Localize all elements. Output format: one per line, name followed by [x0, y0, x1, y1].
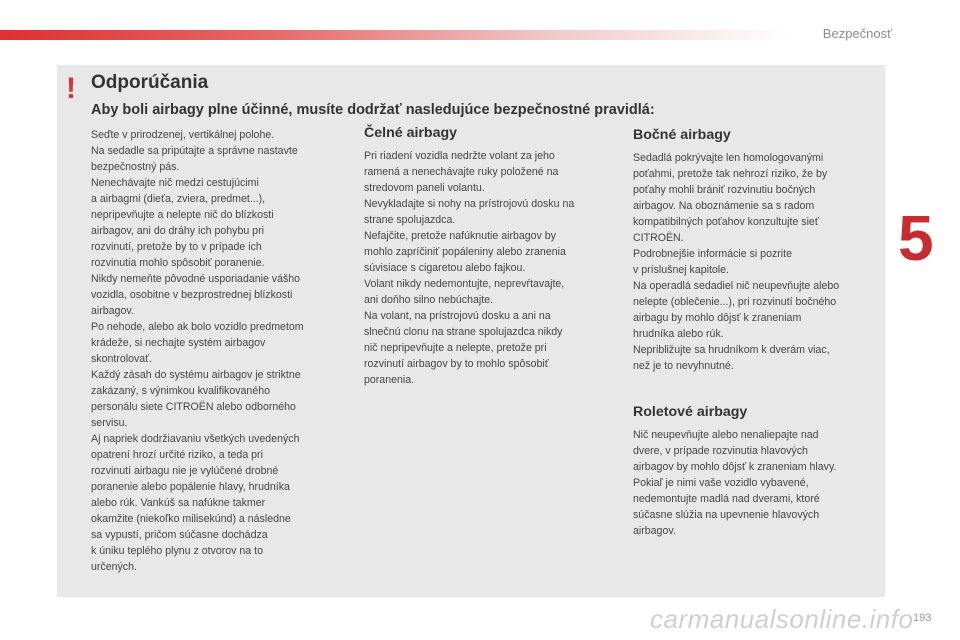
text-line: okamžite (niekoľko milisekúnd) a následne — [91, 513, 291, 525]
text-line: airbagov. — [91, 305, 134, 317]
text-line: Nepribližujte sa hrudníkom k dverám viac, — [633, 344, 830, 356]
text-line: Na operadlá sedadiel nič neupevňujte alebo — [633, 280, 840, 292]
page-number: 193 — [913, 612, 932, 624]
text-line: mohlo zapríčiniť popáleniny alebo zranenia — [364, 246, 566, 258]
page-heading: Odporúčania — [91, 72, 209, 93]
text-line: poťahmi, pretože tak nehrozí riziko, že by — [633, 168, 828, 180]
text-line: hrudníka alebo rúk. — [633, 328, 724, 340]
text-line: Aj napriek dodržiavaniu všetkých uvedených — [91, 433, 300, 445]
section-header-title: Bezpečnosť — [822, 26, 892, 41]
text-line: CITROËN. — [633, 232, 684, 244]
text-line: Podrobnejšie informácie si pozrite — [633, 248, 792, 260]
text-line: bezpečnostný pás. — [91, 161, 180, 173]
text-line: airbagov by mohlo dôjsť k zraneniam hlavy. — [633, 461, 837, 473]
text-line: rozvinutia mohlo spôsobiť poranenie. — [91, 257, 265, 269]
page-subheading: Aby boli airbagy plne účinné, musíte dodržať nasledujúce bezpečnostné pravidlá: — [91, 102, 655, 118]
text-line: ramená a nenechávajte ruky položené na — [364, 166, 559, 178]
text-line: Nevykladajte si nohy na prístrojovú dosku na — [364, 198, 575, 210]
text-line: poranenia. — [364, 374, 415, 386]
text-line: Nič neupevňujte alebo nenaliepajte nad — [633, 429, 819, 441]
text-line: nedemontujte madlá nad dverami, ktoré — [633, 493, 820, 505]
text-line: Seďte v prirodzenej, vertikálnej polohe. — [91, 129, 275, 141]
general-rules-column — [91, 127, 351, 575]
text-line: ani doňho silno nebúchajte. — [364, 294, 493, 306]
text-line: Na volant, na prístrojovú dosku a ani na — [364, 310, 551, 322]
text-line: sa vypustí, pričom súčasne dochádza — [91, 529, 268, 541]
watermark: carmanualsonline.info — [650, 604, 914, 634]
text-line: v príslušnej kapitole. — [633, 264, 729, 276]
warning-icon: ! — [66, 72, 76, 105]
text-line: dvere, v prípade rozvinutia hlavových — [633, 445, 808, 457]
text-line: Pokiaľ je nimi vaše vozidlo vybavené, — [633, 477, 809, 489]
text-line: nič nepripevňujte a nelepte, pretože pri — [364, 342, 547, 354]
curtain-airbags-text — [633, 427, 883, 539]
text-line: strane spolujazdca. — [364, 214, 456, 226]
text-line: Nenechávajte nič medzi cestujúcimi — [91, 177, 259, 189]
text-line: Volant nikdy nedemontujte, neprevŕtavajte, — [364, 278, 565, 290]
text-line: rozvinutí airbagu nie je vylúčené drobné — [91, 465, 279, 477]
text-line: Na sedadle sa pripútajte a správne nastavte — [91, 145, 298, 157]
text-line: a airbagmi (dieťa, zviera, predmet...), — [91, 193, 266, 205]
text-line: zakázaný, s výnimkou kvalifikovaného — [91, 385, 271, 397]
side-airbags-text — [633, 150, 883, 374]
header-accent-bar — [0, 30, 790, 40]
text-line: skontrolovať. — [91, 353, 153, 365]
text-line: Po nehode, alebo ak bolo vozidlo predmetom — [91, 321, 304, 333]
chapter-number: 5 — [898, 202, 934, 274]
text-line: než je to nevyhnutné. — [633, 360, 734, 372]
text-line: poťahy mohli brániť rozvinutiu bočných — [633, 184, 816, 196]
text-line: alebo rúk. Vankúš sa nafúkne takmer — [91, 497, 266, 509]
text-line: airbagu by mohlo dôjsť k zraneniam — [633, 312, 802, 324]
front-airbags-title: Čelné airbagy — [364, 125, 458, 141]
text-line: k úniku teplého plynu z otvorov na to — [91, 545, 263, 557]
text-line: airbagov. — [633, 525, 676, 537]
side-airbags-title: Bočné airbagy — [633, 127, 731, 143]
text-line: airbagov, ani do dráhy ich pohybu pri — [91, 225, 264, 237]
text-line: personálu siete CITROËN alebo odborného — [91, 401, 296, 413]
front-airbags-text — [364, 148, 619, 388]
text-line: opatrení hrozí určité riziko, a teda pri — [91, 449, 263, 461]
text-line: stredovom paneli volantu. — [364, 182, 485, 194]
text-line: nelepte (oblečenie...), pri rozvinutí bočného — [633, 296, 837, 308]
curtain-airbags-title: Roletové airbagy — [633, 404, 748, 420]
text-line: krádeže, si nechajte systém airbagov — [91, 337, 266, 349]
text-line: súčasne slúžia na upevnenie hlavových — [633, 509, 820, 521]
text-line: kompatibilných poťahov konzultujte sieť — [633, 216, 819, 228]
text-line: určených. — [91, 561, 137, 573]
text-line: airbagov. Na oboznámenie sa s radom — [633, 200, 815, 212]
text-line: Pri riadení vozidla nedržte volant za jeho — [364, 150, 555, 162]
text-line: súvisiace s cigaretou alebo fajkou. — [364, 262, 526, 274]
text-line: slnečnú clonu na strane spolujazdca nikdy — [364, 326, 563, 338]
text-line: Každý zásah do systému airbagov je striktne — [91, 369, 301, 381]
text-line: rozvinutí airbagov by to mohlo spôsobiť — [364, 358, 549, 370]
text-line: servisu. — [91, 417, 128, 429]
text-line: Nefajčite, pretože nafúknutie airbagov by — [364, 230, 556, 242]
text-line: poranenie alebo popálenie hlavy, hrudníka — [91, 481, 290, 493]
text-line: nepripevňujte a nelepte nič do blízkosti — [91, 209, 274, 221]
text-line: rozvinutí, pretože by to v prípade ich — [91, 241, 262, 253]
text-line: vozidla, osobitne v bezprostrednej blízkosti — [91, 289, 293, 301]
text-line: Nikdy nemeňte pôvodné usporiadanie vášho — [91, 273, 301, 285]
text-line: Sedadlá pokrývajte len homologovanými — [633, 152, 824, 164]
